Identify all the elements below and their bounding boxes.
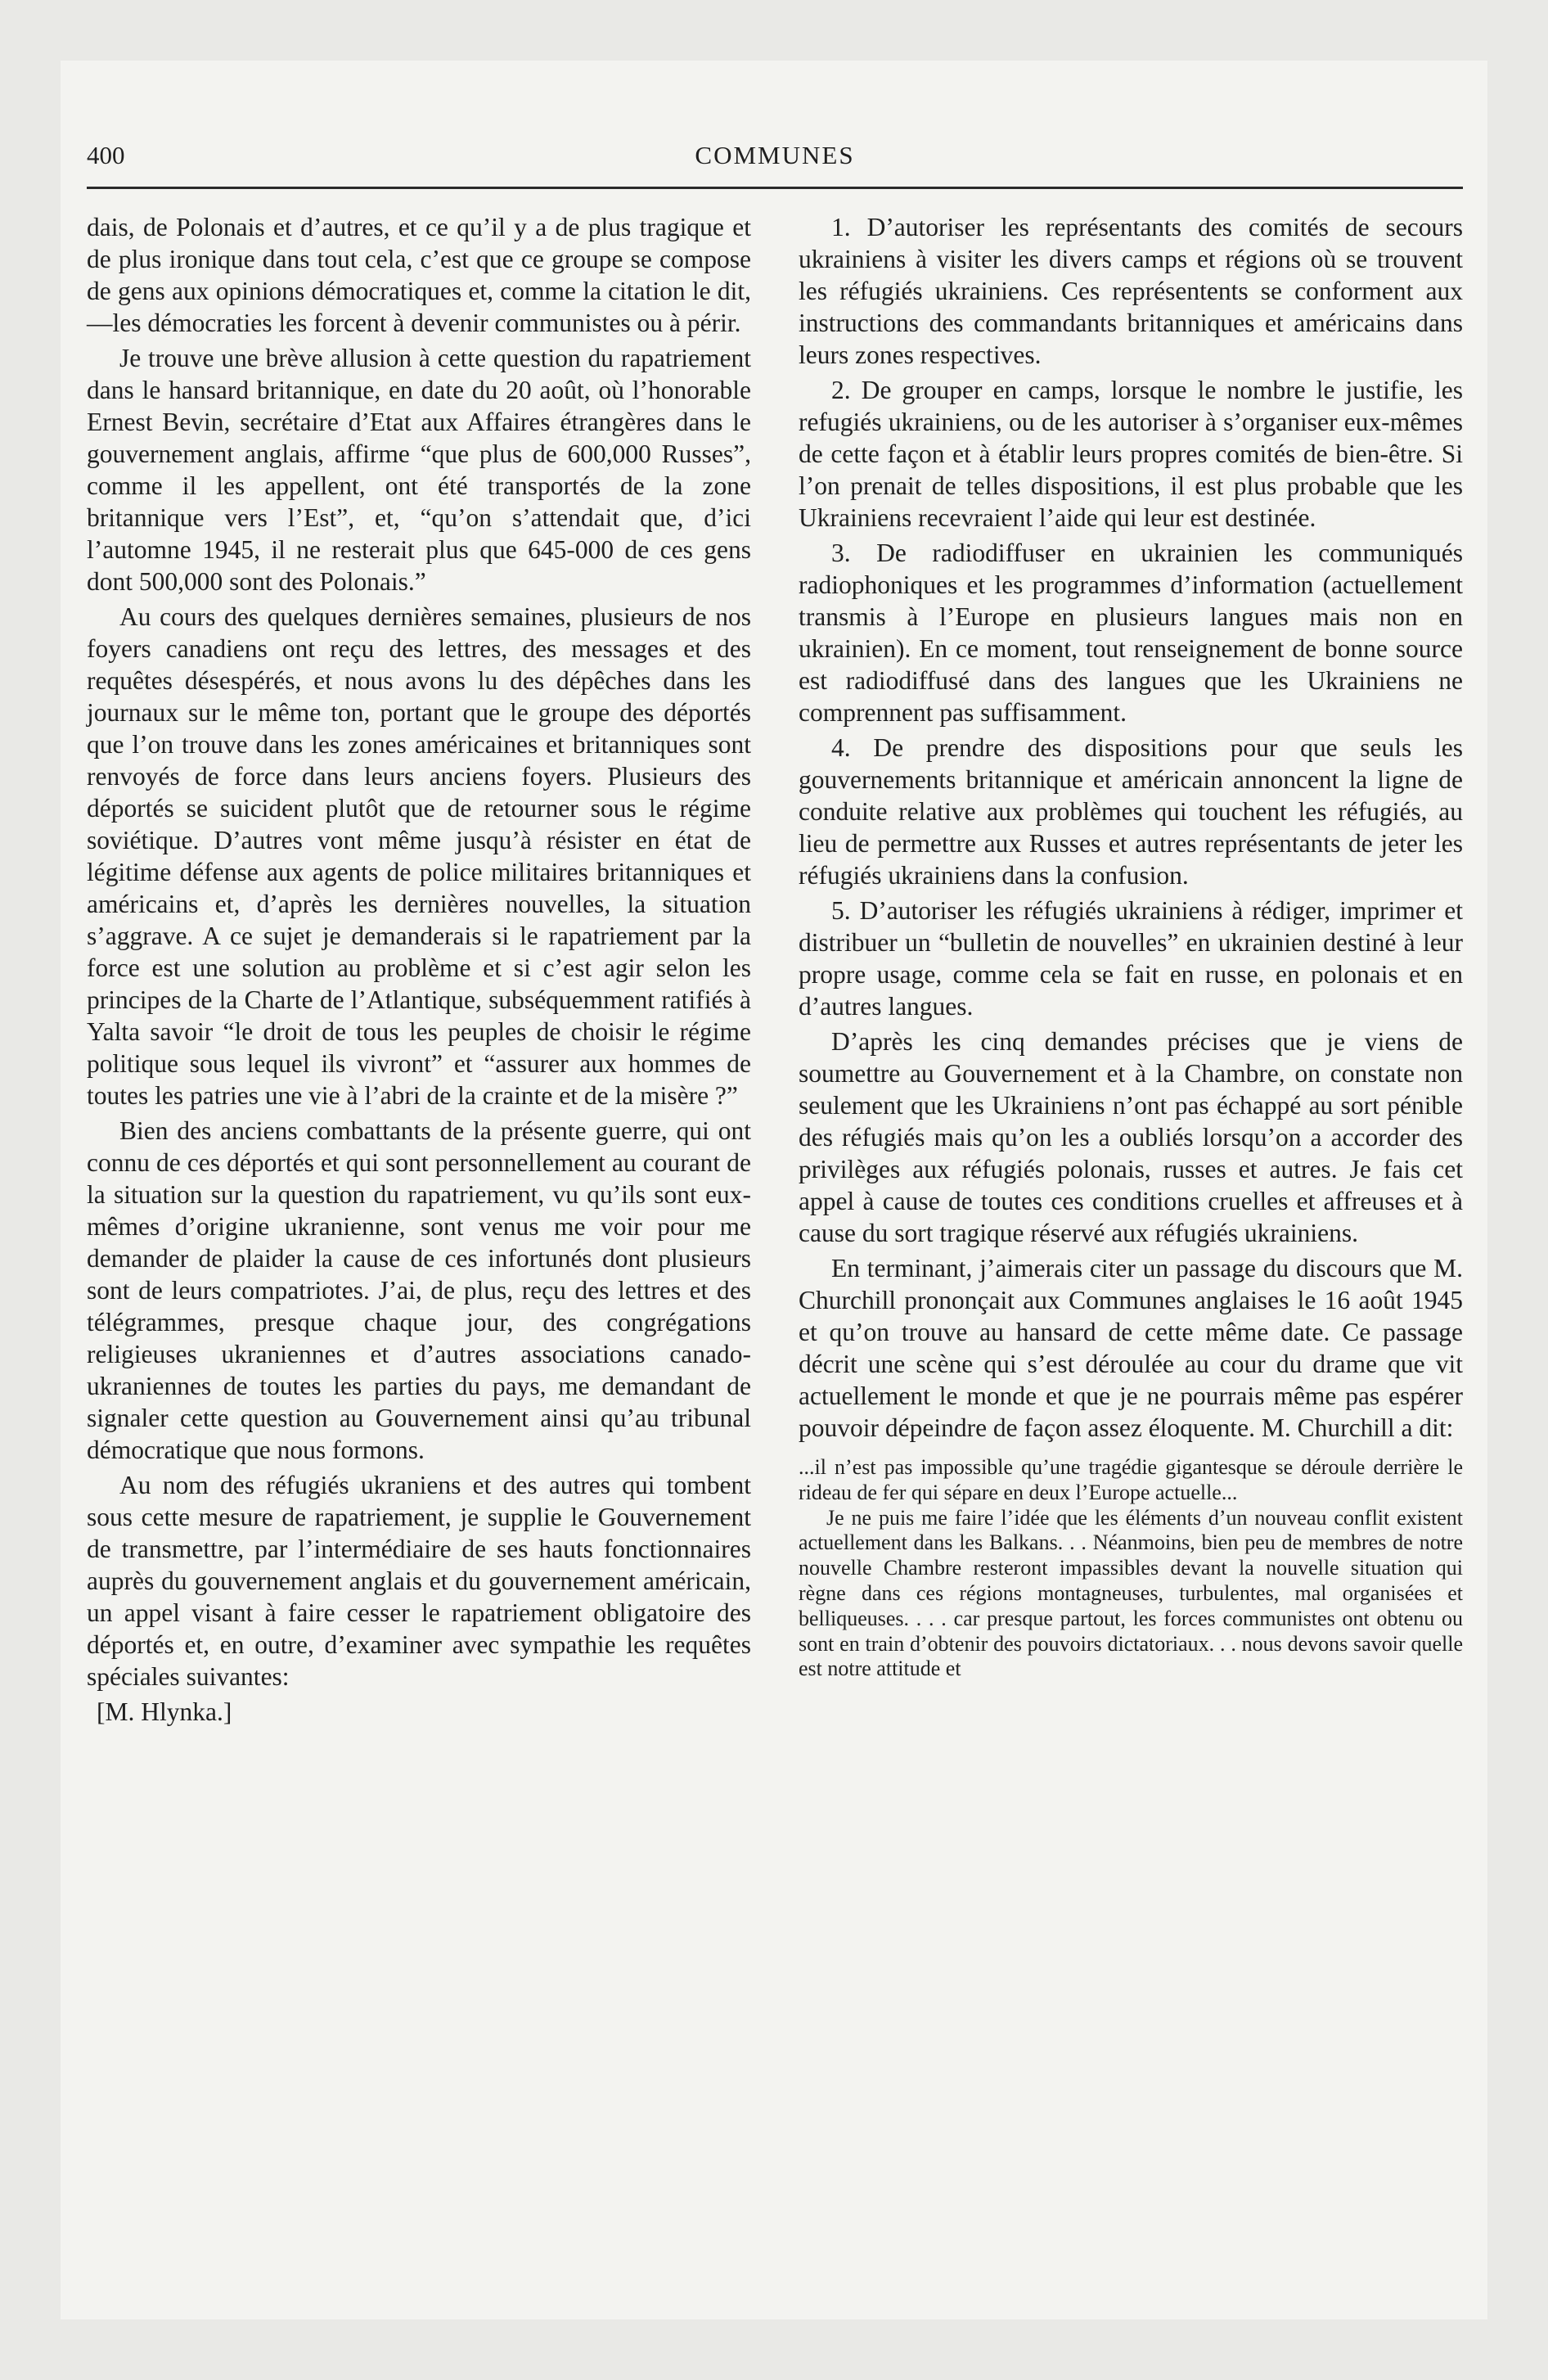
- paragraph: Au cours des quelques dernières semaines, plusieurs de nos foyers canadiens ont reçu des lettres, des messages et des requêtes désespérés, et nous avons lu des dépêches dans les journaux sur le même ton, portant que le groupe des déportés que l’on trouve dans les zones américaines et britanniques sont renvoyés de force dans leurs anciens foyers. Plusieurs des déportés se suicident plutôt que de retourner sous le régime soviétique. D’autres vont même jusqu’à résister en état de légitime défense aux agents de police militaires britanniques et américains et, d’après les dernières nouvelles, la situation s’aggrave. A ce sujet je demanderais si le rapatriement par la force est une solution au problème et si c’est agir selon les principes de la Charte de l’Atlantique, subséquemment ratifiés à Yalta savoir “le droit de tous les peuples de choisir le régime politique sous lequel ils vivront” et “assurer aux hommes de toutes les patries une vie à l’abri de la crainte et de la misère ?”: [87, 602, 751, 1110]
- paragraph: Au nom des réfugiés ukraniens et des autres qui tombent sous cette mesure de rapatriement, je supplie le Gouvernement de transmettre, par l’intermédiaire de ses hauts fonctionnaires auprès du gouvernement anglais et du gouvernement américain, un appel visant à faire cesser le rapatriement obligatoire des déportés et, en outre, d’examiner avec sympathie les requêtes spéciales suivantes:: [87, 1471, 751, 1691]
- paragraph: 2. De grouper en camps, lorsque le nombre le justifie, les refugiés ukrainiens, ou de les autoriser à s’organiser eux-mêmes de cette façon et à établir leurs propres comités de bien-être. Si l’on prenait de telles dispositions, il est plus probable que les Ukrainiens recevraient l’aide qui leur est destinée.: [799, 376, 1463, 532]
- paragraph: Bien des anciens combattants de la présente guerre, qui ont connu de ces déportés et qui sont personnellement au courant de la situation sur la question du rapatriement, vu qu’ils sont eux-mêmes d’origine ukranienne, sont venus me voir pour me demander de plaider la cause de ces infortunés dont plusieurs sont de leurs compatriotes. J’ai, de plus, reçu des lettres et des télégrammes, presque chaque jour, des congrégations religieuses ukraniennes et d’autres associations canado-ukraniennes de toutes les parties du pays, me demandant de signaler cette question au Gouvernement ainsi qu’au tribunal démocratique que nous formons.: [87, 1116, 751, 1464]
- speaker-attribution: [M. Hlynka.]: [97, 1697, 232, 1726]
- paragraph: 3. De radiodiffuser en ukrainien les communiqués radiophoniques et les programmes d’information (actuellement transmis à l’Europe en plusieurs langues mais non en ukrainien). En ce moment, tout renseignement de bonne source est radiodiffusé dans des langues que les Ukrainiens ne comprennent pas suffisamment.: [799, 539, 1463, 727]
- churchill-quote: [799, 1455, 1463, 1682]
- quote-paragraph: Je ne puis me faire l’idée que les éléments d’un nouveau conflit existent actuellement dans les Balkans. . . Néanmoins, bien peu de membres de notre nouvelle Chambre resteront impassibles devant la nouvelle situation qui règne dans ces régions montagneuses, turbulentes, mal organisées et belliqueuses. . . . car presque partout, les forces communistes ont obtenu ou sont en train d’obtenir des pouvoirs dictatoriaux. . . nous devons savoir quelle est notre attitude et: [799, 1505, 1463, 1681]
- page-header: [87, 141, 1463, 190]
- running-head: COMMUNES: [695, 141, 855, 169]
- paragraph: 1. D’autoriser les représentants des comités de secours ukrainiens à visiter les divers camps et régions où se trouvent les réfugiés ukrainiens. Ces représentents se conforment aux instructions des commandants britanniques et américains dans leurs zones respectives.: [799, 213, 1463, 369]
- quote-paragraph: ...il n’est pas impossible qu’une tragédie gigantesque se déroule derrière le rideau de fer qui sépare en deux l’Europe actuelle...: [799, 1455, 1463, 1504]
- left-column: [87, 211, 751, 1731]
- paragraph: 5. D’autoriser les réfugiés ukrainiens à rédiger, imprimer et distribuer un “bulletin de nouvelles” en ukrainien destiné à leur propre usage, comme cela se fait en russe, en polonais et en d’autres langues.: [799, 896, 1463, 1021]
- right-column: [799, 211, 1463, 1682]
- paragraph: En terminant, j’aimerais citer un passage du discours que M. Churchill prononçait aux Communes anglaises le 16 août 1945 et qu’on trouve au hansard de cette même date. Ce passage décrit une scène qui s’est déroulée au cour du drame que vit actuellement le monde et que je ne pourrais même pas espérer pouvoir dépeindre de façon assez éloquente. M. Churchill a dit:: [799, 1254, 1463, 1442]
- paragraph: Je trouve une brève allusion à cette question du rapatriement dans le hansard britannique, en date du 20 août, où l’honorable Ernest Bevin, secrétaire d’Etat aux Affaires étrangères dans le gouvernement anglais, affirme “que plus de 600,000 Russes”, comme il les appellent, ont été transportés de la zone britannique vers l’Est”, et, “qu’on s’attendait que, d’ici l’automne 1945, il ne resterait plus que 645-000 de ces gens dont 500,000 sont des Polonais.”: [87, 344, 751, 596]
- page-number: 400: [87, 141, 125, 169]
- header-rule: [87, 187, 1463, 189]
- paragraph: dais, de Polonais et d’autres, et ce qu’il y a de plus tragique et de plus ironique dans tout cela, c’est que ce groupe se compose de gens aux opinions démocratiques et, comme la citation le dit,—les démocraties les forcent à devenir communistes ou à périr.: [87, 213, 751, 337]
- paragraph: D’après les cinq demandes précises que je viens de soumettre au Gouvernement et à la Chambre, on constate non seulement que les Ukrainiens n’ont pas échappé au sort pénible des réfugiés mais qu’on les a oubliés lorsqu’on a accorder des privilèges aux réfugiés polonais, russes et autres. Je fais cet appel à cause de toutes ces conditions cruelles et affreuses et à cause du sort tragique réservé aux réfugiés ukrainiens.: [799, 1027, 1463, 1247]
- paragraph: 4. De prendre des dispositions pour que seuls les gouvernements britannique et américain annoncent la ligne de conduite relative aux problèmes qui touchent les réfugiés, au lieu de permettre aux Russes et autres représentants de jeter les réfugiés ukrainiens dans la confusion.: [799, 733, 1463, 890]
